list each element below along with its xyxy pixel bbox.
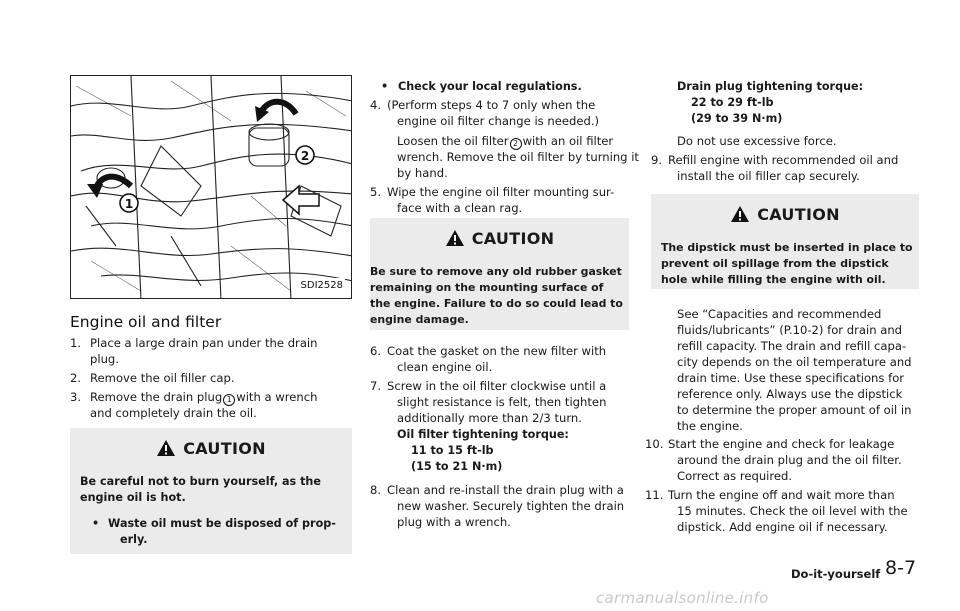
caution-bullet-regulations: Check your local regulations. <box>398 80 582 93</box>
figure-code: SDI2528 <box>299 278 345 294</box>
drain-torque-label: Drain plug tightening torque: <box>677 80 864 93</box>
caution-title: CAUTION <box>183 439 266 458</box>
ref-2-icon: 2 <box>510 138 522 150</box>
footer-section: Do-it-yourself <box>791 567 881 581</box>
caution-box-gasket: CAUTION Be sure to remove any old rubber gasket remaining on the mounting surface of the engine. Failure to do so could lead to engine damage. <box>370 218 629 330</box>
bullet-icon: • <box>381 80 389 93</box>
watermark: carmanualsonline.info <box>596 589 769 607</box>
caution-box-burn: CAUTION Be careful not to burn yourself, as the engine oil is hot. • Waste oil must be disposed of prop- erly. <box>70 428 352 554</box>
caution-title: CAUTION <box>757 205 840 224</box>
caution-box-dipstick: CAUTION The dipstick must be inserted in place to prevent oil spillage from the dipstick hole while filling the engine with oil. <box>651 194 919 289</box>
warning-triangle-icon <box>156 439 176 460</box>
bullet-icon: • <box>92 517 100 530</box>
ref-1-icon: 1 <box>223 394 235 406</box>
section-title: Engine oil and filter <box>70 313 222 331</box>
engine-illustration <box>71 76 352 299</box>
warning-triangle-icon <box>445 229 465 250</box>
force-note: Do not use excessive force. <box>677 134 837 148</box>
callout-1-label: 1 <box>124 197 134 211</box>
caution-title: CAUTION <box>471 229 555 248</box>
page-number: 8-7 <box>885 557 917 579</box>
engine-underside-figure <box>70 75 352 299</box>
warning-triangle-icon <box>730 205 750 226</box>
callout-2-label: 2 <box>300 149 310 163</box>
